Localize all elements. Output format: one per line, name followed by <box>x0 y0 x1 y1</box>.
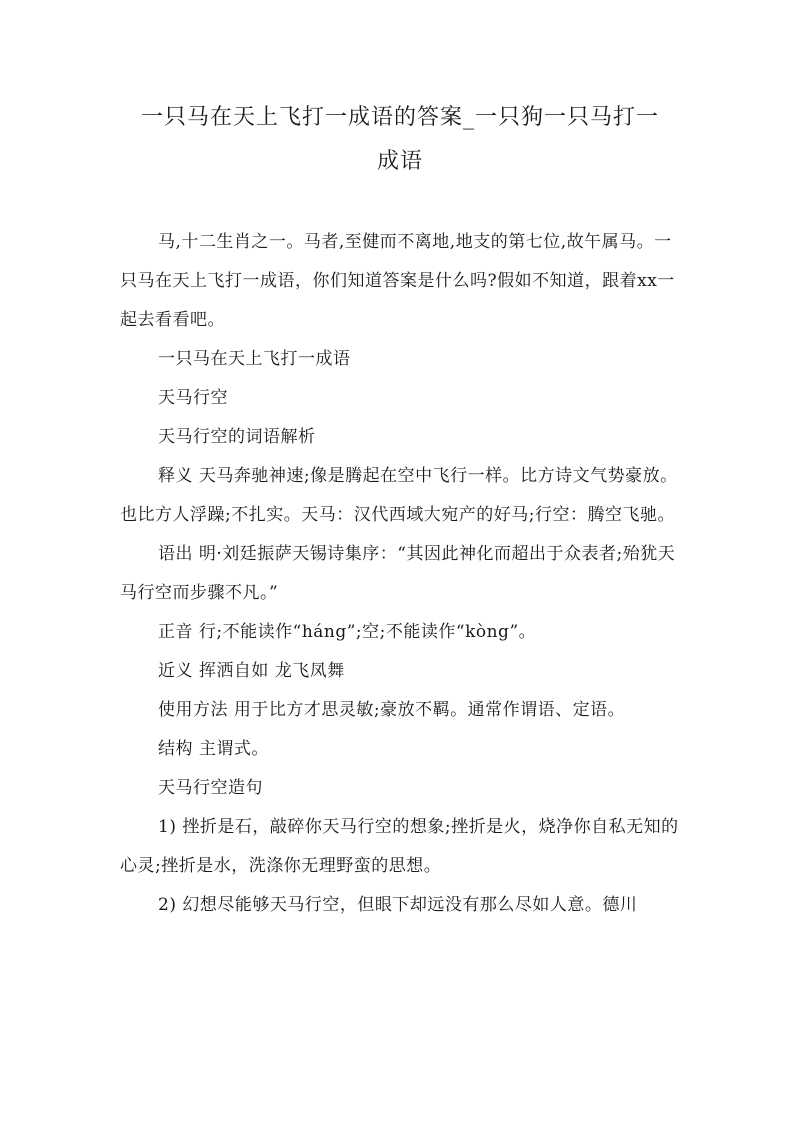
paragraph-pronunciation: 正音 行;不能读作“háng”;空;不能读作“kòng”。 <box>158 622 537 642</box>
paragraph-example-2: 2) 幻想尽能够天马行空，但眼下却远没有那么尽如人意。德川 <box>158 895 638 915</box>
paragraph-usage: 使用方法 用于比方才思灵敏;豪放不羁。通常作谓语、定语。 <box>158 700 626 720</box>
paragraph-answer: 天马行空 <box>158 388 228 408</box>
paragraph-structure: 结构 主谓式。 <box>158 739 269 759</box>
page-title <box>120 96 680 184</box>
paragraph-definition: 释义 天马奔驰神速;像是腾起在空中飞行一样。比方诗文气势豪放。也比方人浮躁;不扎实。天马：汉代西域大宛产的好马;行空：腾空飞驰。 <box>120 466 678 525</box>
paragraph-section-heading: 天马行空的词语解析 <box>158 427 316 447</box>
paragraph-source: 语出 明·刘廷振萨天锡诗集序：“其因此神化而超出于众表者;殆犹天马行空而步骤不凡。” <box>120 544 676 603</box>
paragraph-example-1: 1) 挫折是石，敲碎你天马行空的想象;挫折是火，烧净你自私无知的心灵;挫折是水，洗涤你无理野蛮的思想。 <box>120 817 679 876</box>
document-body <box>120 223 688 925</box>
paragraph-intro: 马,十二生肖之一。马者,至健而不离地,地支的第七位,故午属马。一只马在天上飞打一成语，你们知道答案是什么吗?假如不知道，跟着xx一起去看看吧。 <box>120 232 675 330</box>
paragraph-examples-heading: 天马行空造句 <box>158 778 263 798</box>
title-line-1: 一只马在天上飞打一成语的答案_一只狗一只马打一 <box>140 105 659 130</box>
paragraph-synonyms: 近义 挥洒自如 龙飞凤舞 <box>158 661 345 681</box>
paragraph-riddle: 一只马在天上飞打一成语 <box>158 349 351 369</box>
title-line-2: 成语 <box>376 149 423 174</box>
